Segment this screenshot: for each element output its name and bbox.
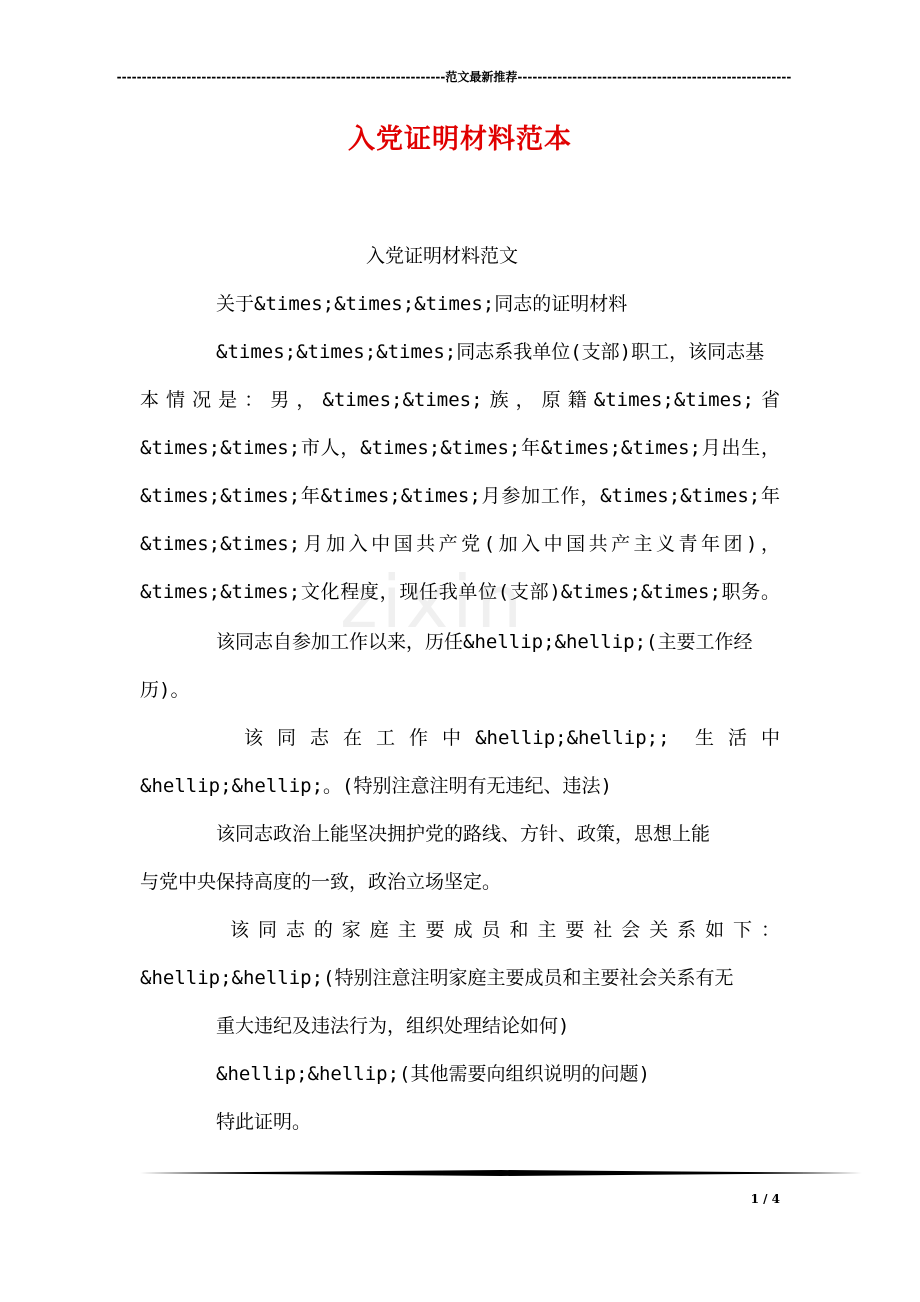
paragraph-line: 历)。 [140,679,190,701]
watermark: zixin [340,560,527,644]
paragraph-line: &times;&times;市人，&times;&times;年&times;&times;月出生， [140,437,780,459]
paragraph-line: 该同志政治上能坚决拥护党的路线、方针、政策，思想上能 [216,823,711,845]
paragraph-line: &times;&times;文化程度，现任我单位(支部)&times;&times;职务。 [140,581,780,603]
header-label: ------------------------------------------------------------------范文最新推荐------------------------------------------------------- [116,70,792,84]
paragraph-line: &hellip;&hellip;(特别注意注明家庭主要成员和主要社会关系有无 [140,967,734,989]
paragraph-line: 本情况是：男，&times;&times;族，原籍&times;&times;省 [140,389,780,411]
paragraph-line: &hellip;&hellip;。(特别注意注明有无违纪、违法) [140,775,612,797]
paragraph-line: &times;&times;&times;同志系我单位(支部)职工，该同志基 [216,341,765,363]
paragraph-line: 该同志自参加工作以来，历任&hellip;&hellip;(主要工作经 [216,631,753,653]
paragraph-line: 该同志的家庭主要成员和主要社会关系如下： [230,919,780,941]
paragraph-line: 与党中央保持高度的一致，政治立场坚定。 [140,871,502,893]
paragraph-line: 重大违纪及违法行为，组织处理结论如何) [216,1015,570,1037]
page-header [116,68,792,88]
paragraph-line: 该同志在工作中&hellip;&hellip;; 生活中 [244,727,780,749]
paragraph-line: &times;&times;年&times;&times;月参加工作，&times;&times;年 [140,485,780,507]
paragraph-line: 关于&times;&times;&times;同志的证明材料 [216,293,628,315]
document-title: 入党证明材料范本 [348,124,572,155]
paragraph-line: &times;&times;月加入中国共产党(加入中国共产主义青年团)， [140,533,780,555]
paragraph-line: 特此证明。 [216,1111,312,1133]
paragraph-line: &hellip;&hellip;(其他需要向组织说明的问题) [216,1063,650,1085]
footer-divider [140,1170,862,1176]
page-number: 1 / 4 [750,1192,780,1206]
content-heading: 入党证明材料范文 [366,245,519,267]
